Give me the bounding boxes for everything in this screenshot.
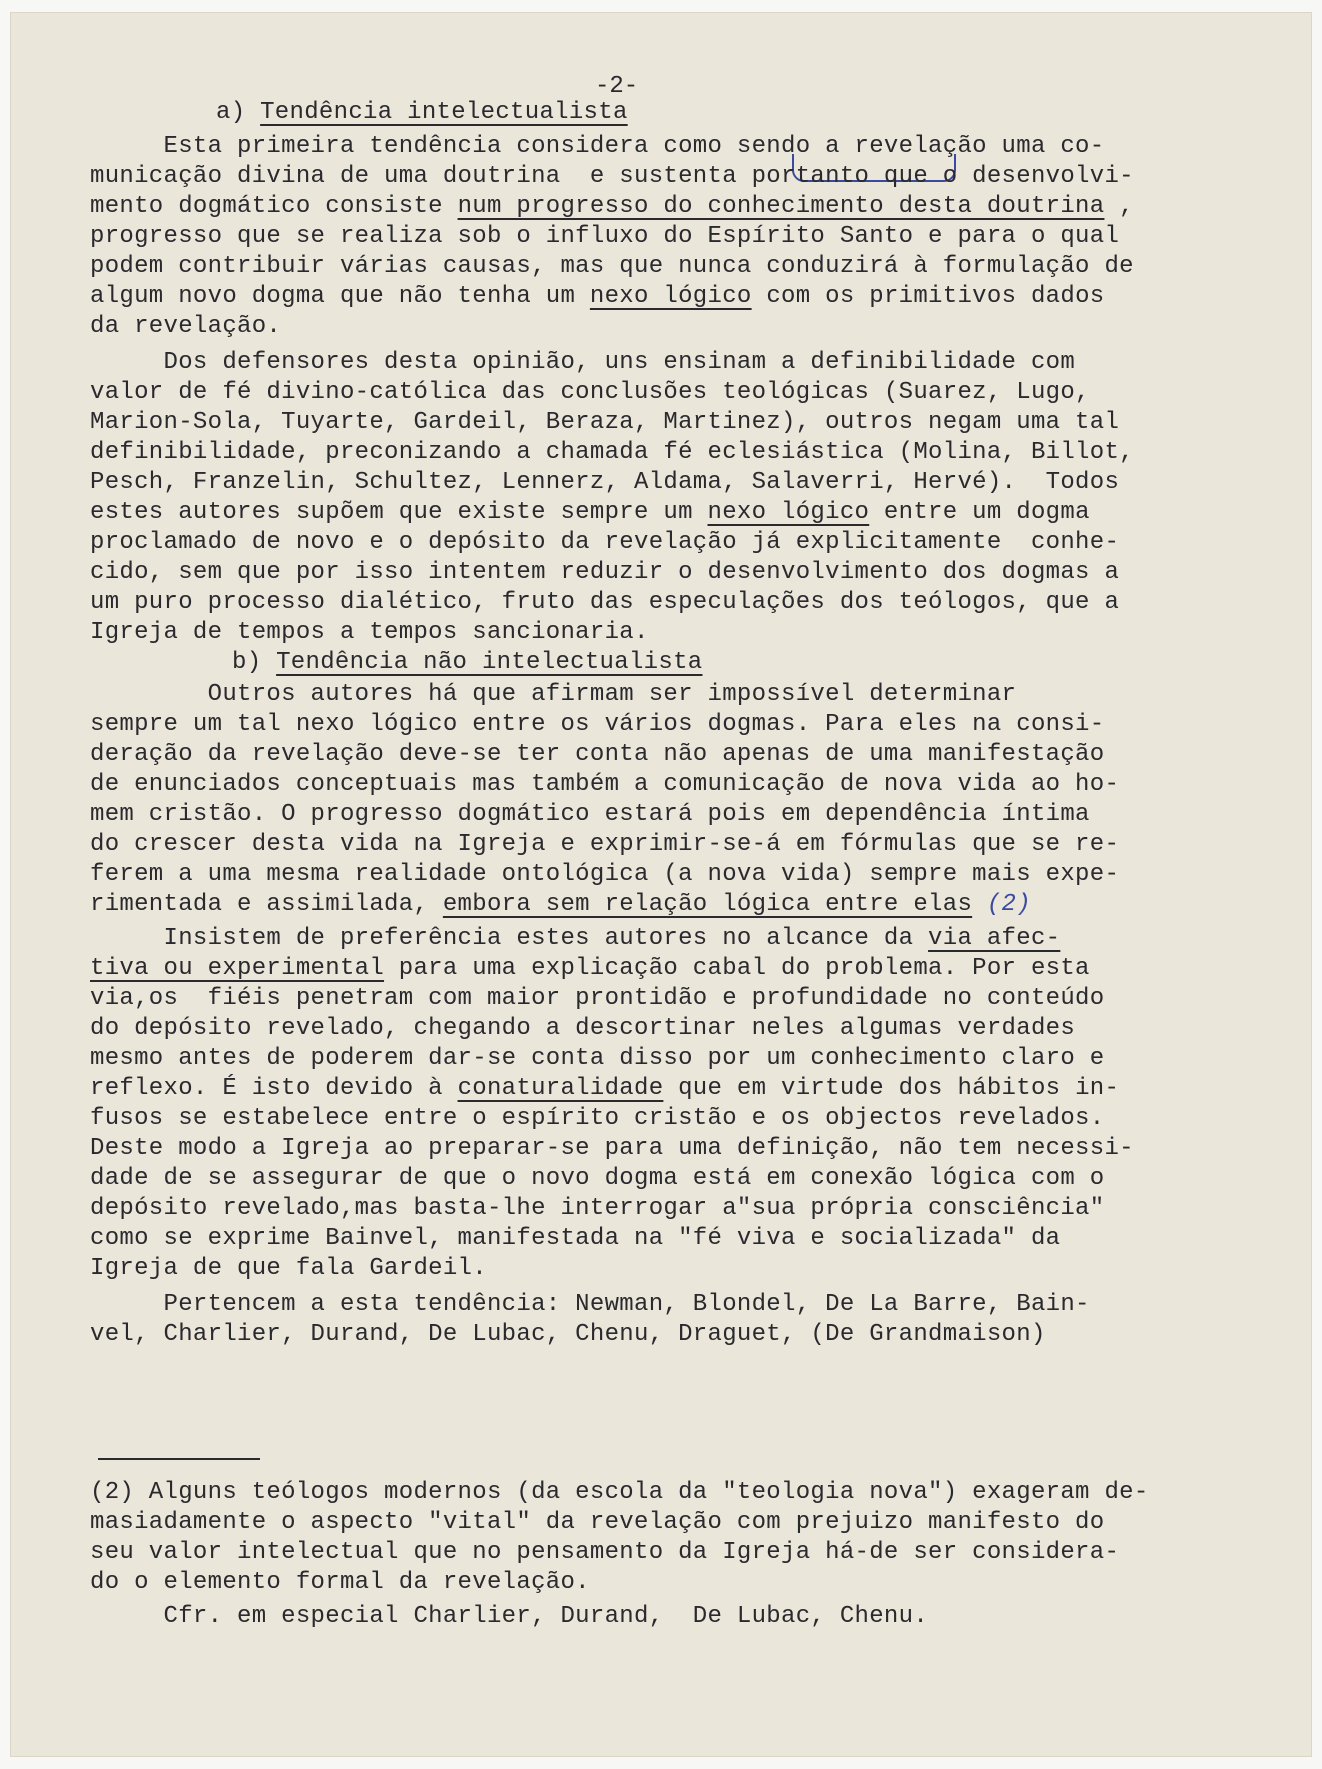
section-a-title: Tendência intelectualista bbox=[260, 99, 628, 126]
text-line bbox=[90, 924, 1060, 954]
text-line: Pertencem a esta tendência: Newman, Blondel, De La Barre, Bain- bbox=[90, 1291, 1090, 1318]
section-b-title: Tendência não intelectualista bbox=[276, 649, 703, 676]
text-segment: entre um dogma bbox=[869, 499, 1090, 526]
underlined-phrase: tiva ou experimental bbox=[90, 955, 385, 982]
text-line: definibilidade, preconizando a chamada fé eclesiástica (Molina, Billot, bbox=[90, 439, 1134, 466]
text-line: um puro processo dialético, fruto das especulações dos teólogos, que a bbox=[90, 589, 1120, 616]
text-line: mesmo antes de poderem dar-se conta disso por um conhecimento claro e bbox=[90, 1045, 1105, 1072]
text-line: Outros autores há que afirmam ser impossível determinar bbox=[90, 681, 1017, 708]
text-line: municação divina de uma doutrina e sustenta portanto que o desenvolvi- bbox=[90, 163, 1134, 190]
text-line: podem contribuir várias causas, mas que nunca conduzirá à formulação de bbox=[90, 253, 1134, 280]
text-segment: para uma explicação cabal do problema. Por esta bbox=[384, 955, 1090, 982]
text-line: Esta primeira tendência considera como sendo a revelação uma co- bbox=[90, 133, 1105, 160]
footnote-line: seu valor intelectual que no pensamento da Igreja há-de ser considera- bbox=[90, 1539, 1120, 1566]
text-line: de enunciados conceptuais mas também a comunicação de nova vida ao ho- bbox=[90, 771, 1120, 798]
text-line: fusos se estabelece entre o espírito cristão e os objectos revelados. bbox=[90, 1105, 1105, 1132]
underlined-phrase: via afec- bbox=[928, 925, 1061, 952]
text-line bbox=[90, 282, 1104, 312]
page-number: -2- bbox=[595, 73, 639, 100]
text-line bbox=[90, 1074, 1119, 1104]
text-line: do depósito revelado, chegando a descortinar neles algumas verdades bbox=[90, 1015, 1076, 1042]
text-line bbox=[90, 954, 1090, 984]
text-line: proclamado de novo e o depósito da revelação já explicitamente conhe- bbox=[90, 529, 1120, 556]
text-segment: algum novo dogma que não tenha um bbox=[90, 283, 590, 310]
section-b-heading bbox=[232, 648, 702, 678]
text-line: Igreja de tempos a tempos sancionaria. bbox=[90, 619, 649, 646]
text-line: cido, sem que por isso intentem reduzir o desenvolvimento dos dogmas a bbox=[90, 559, 1120, 586]
text-line: do crescer desta vida na Igreja e exprimir-se-á em fórmulas que se re- bbox=[90, 831, 1120, 858]
text-line: vel, Charlier, Durand, De Lubac, Chenu, Draguet, (De Grandmaison) bbox=[90, 1321, 1046, 1348]
text-segment: , bbox=[1104, 193, 1134, 220]
underlined-phrase: conaturalidade bbox=[457, 1075, 664, 1102]
text-line: progresso que se realiza sob o influxo do Espírito Santo e para o qual bbox=[90, 223, 1120, 250]
text-line: Deste modo a Igreja ao preparar-se para uma definição, não tem necessi- bbox=[90, 1135, 1134, 1162]
text-line: sempre um tal nexo lógico entre os vários dogmas. Para eles na consi- bbox=[90, 711, 1105, 738]
footnote-rule bbox=[98, 1458, 260, 1460]
section-a-label: a) bbox=[216, 99, 246, 126]
text-segment: estes autores supõem que existe sempre um bbox=[90, 499, 708, 526]
text-line: valor de fé divino-católica das conclusões teológicas (Suarez, Lugo, bbox=[90, 379, 1090, 406]
text-line: dade de se assegurar de que o novo dogma está em conexão lógica com o bbox=[90, 1165, 1105, 1192]
footnote-line: (2) Alguns teólogos modernos (da escola da "teologia nova") exageram de- bbox=[90, 1479, 1149, 1506]
text-line: Pesch, Franzelin, Schultez, Lennerz, Aldama, Salaverri, Hervé). Todos bbox=[90, 469, 1120, 496]
text-segment: mento dogmático consiste bbox=[90, 193, 458, 220]
text-segment: reflexo. É isto devido à bbox=[90, 1075, 458, 1102]
footnote-line: do o elemento formal da revelação. bbox=[90, 1569, 590, 1596]
underlined-phrase: embora sem relação lógica entre elas bbox=[442, 891, 973, 918]
text-line bbox=[90, 192, 1134, 222]
text-line: Igreja de que fala Gardeil. bbox=[90, 1255, 487, 1282]
underlined-phrase: num progresso do conhecimento desta doutrina bbox=[457, 193, 1105, 220]
text-segment: com os primitivos dados bbox=[751, 283, 1105, 310]
text-segment: que em virtude dos hábitos in- bbox=[663, 1075, 1120, 1102]
footnote-line: masiadamente o aspecto "vital" da revelação com prejuizo manifesto do bbox=[90, 1509, 1105, 1536]
underlined-phrase: nexo lógico bbox=[589, 283, 752, 310]
text-segment: rimentada e assimilada, bbox=[90, 891, 443, 918]
document-page bbox=[10, 12, 1312, 1757]
section-a-heading bbox=[216, 98, 628, 128]
text-line: Dos defensores desta opinião, uns ensinam a definibilidade com bbox=[90, 349, 1076, 376]
text-line bbox=[90, 498, 1090, 528]
text-line: mem cristão. O progresso dogmático estará pois em dependência íntima bbox=[90, 801, 1090, 828]
text-line: da revelação. bbox=[90, 313, 282, 340]
text-line: ferem a uma mesma realidade ontológica (a nova vida) sempre mais expe- bbox=[90, 861, 1120, 888]
text-line: via,os fiéis penetram com maior prontidão e profundidade no conteúdo bbox=[90, 985, 1105, 1012]
footnote-line: Cfr. em especial Charlier, Durand, De Lubac, Chenu. bbox=[90, 1603, 929, 1630]
text-line bbox=[90, 890, 1031, 920]
text-line: Marion-Sola, Tuyarte, Gardeil, Beraza, Martinez), outros negam uma tal bbox=[90, 409, 1120, 436]
text-segment: Insistem de preferência estes autores no alcance da bbox=[90, 925, 929, 952]
text-line: deração da revelação deve-se ter conta não apenas de uma manifestação bbox=[90, 741, 1105, 768]
underlined-phrase: nexo lógico bbox=[707, 499, 870, 526]
handwritten-footnote-ref: (2) bbox=[972, 891, 1031, 918]
section-b-label: b) bbox=[232, 649, 262, 676]
text-line: depósito revelado,mas basta-lhe interrogar a"sua própria consciência" bbox=[90, 1195, 1105, 1222]
text-line: como se exprime Bainvel, manifestada na "fé viva e socializada" da bbox=[90, 1225, 1061, 1252]
